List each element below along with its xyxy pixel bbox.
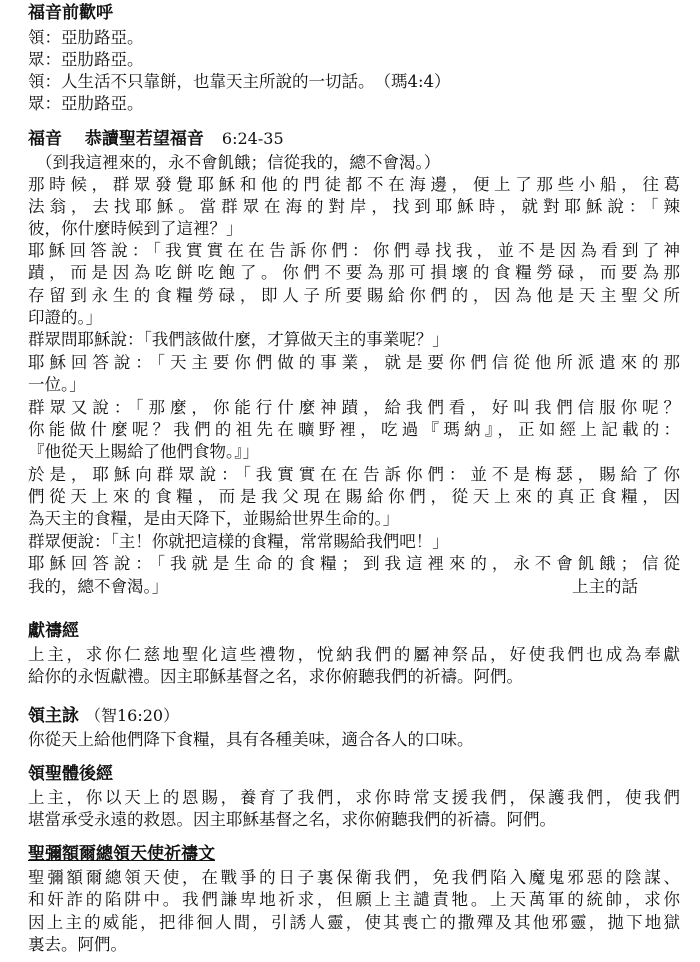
acclamation-line: 眾：亞肋路亞。 xyxy=(28,94,144,113)
gospel-line: 耶穌回答說：「我實實在在告訴你們：你們尋找我，並不是因為看到了神 xyxy=(28,241,680,260)
gospel-line: 彼，你什麼時候到了這裡？」 xyxy=(28,219,243,238)
gospel-line: 群眾便說：「主！你就把這樣的食糧，常常賜給我們吧！」 xyxy=(28,532,449,551)
acclamation-line: 領：亞肋路亞。 xyxy=(28,28,144,47)
michael-prayer-title: 聖彌額爾總領天使祈禱文 xyxy=(28,844,215,864)
post-communion-title: 領聖體後經 xyxy=(28,764,113,784)
gospel-title-row xyxy=(28,128,284,150)
gospel-line: 一位。」 xyxy=(28,375,86,394)
offertory-title: 獻禱經 xyxy=(28,621,79,641)
gospel-line: 你能做什麼呢？我們的祖先在曠野裡，吃過『瑪納』，正如經上記載的： xyxy=(28,420,680,439)
gospel-line: 們從天上來的食糧，而是我父現在賜給你們，從天上來的真正食糧，因 xyxy=(28,487,680,506)
gospel-reference: 6:24-35 xyxy=(221,129,284,148)
gospel-line: 印證的。」 xyxy=(28,308,103,327)
gospel-antiphon: （到我這裡來的，永不會飢餓；信從我的，總不會渴。） xyxy=(36,153,441,172)
michael-prayer-line: 和奸詐的陷阱中。我們謙卑地祈求，但願上主譴責牠。上天萬軍的統帥，求你 xyxy=(28,890,680,909)
acclamation-line: 領：人生活不只靠餅，也靠天主所說的一切話。 （瑪4:4） xyxy=(28,72,451,91)
gospel-line: 於是，耶穌向群眾說：「我實實在在告訴你們：並不是梅瑟，賜給了你 xyxy=(28,465,680,484)
gospel-line: 群眾問耶穌說：「我們該做什麼，才算做天主的事業呢？」 xyxy=(28,330,449,349)
gospel-title: 福音 恭讀聖若望福音 xyxy=(28,129,204,149)
communion-title: 領主詠 xyxy=(28,706,79,726)
gospel-line: 那時候，群眾發覺耶穌和他的門徒都不在海邊，便上了那些小船，往葛 xyxy=(28,175,680,194)
communion-title-row xyxy=(28,705,179,727)
gospel-line: 為天主的食糧，是由天降下，並賜給世界生命的。」 xyxy=(28,509,400,528)
acclamation-title: 福音前歡呼 xyxy=(28,3,113,23)
michael-prayer-line: 因上主的威能，把徘徊人間，引誘人靈，使其喪亡的撒殫及其他邪靈，拋下地獄 xyxy=(28,913,680,932)
offertory-line: 給你的永恆獻禮。因主耶穌基督之名，求你俯聽我們的祈禱。阿們。 xyxy=(28,667,523,686)
offertory-line: 上主，求你仁慈地聖化這些禮物，悅納我們的屬神祭品，好使我們也成為奉獻 xyxy=(28,645,680,664)
post-communion-line: 上主，你以天上的恩賜，養育了我們，求你時常支援我們，保護我們，使我們 xyxy=(28,788,680,807)
post-communion-line: 堪當承受永遠的救恩。因主耶穌基督之名，求你俯聽我們的祈禱。阿們。 xyxy=(28,810,556,829)
communion-reference: （智16:20） xyxy=(85,706,180,725)
michael-prayer-line: 裏去。阿們。 xyxy=(28,935,127,954)
gospel-line: 我的，總不會渴。」 xyxy=(28,577,169,596)
gospel-line: 蹟，而是因為吃餅吃飽了。你們不要為那可損壞的食糧勞碌，而要為那 xyxy=(28,263,680,282)
gospel-line: 法翁，去找耶穌。當群眾在海的對岸，找到耶穌時，就對耶穌說：「辣 xyxy=(28,197,680,216)
gospel-closing: 上主的話 xyxy=(572,577,638,596)
gospel-line: 耶穌回答說：「天主要你們做的事業，就是要你們信從他所派遣來的那 xyxy=(28,353,680,372)
acclamation-line: 眾：亞肋路亞。 xyxy=(28,50,144,69)
gospel-line: 『他從天上賜給了他們食物。』」 xyxy=(28,442,259,461)
gospel-line: 群眾又說：「那麼，你能行什麼神蹟，給我們看，好叫我們信服你呢？ xyxy=(28,398,680,417)
communion-line: 你從天上給他們降下食糧，具有各種美味，適合各人的口味。 xyxy=(28,730,474,749)
gospel-line: 耶穌回答說：「我就是生命的食糧；到我這裡來的，永不會飢餓；信從 xyxy=(28,554,680,573)
michael-prayer-line: 聖彌額爾總領天使，在戰爭的日子裏保衛我們，免我們陷入魔鬼邪惡的陰謀、 xyxy=(28,868,680,887)
gospel-line: 存留到永生的食糧勞碌，即人子所要賜給你們的，因為他是天主聖父所 xyxy=(28,286,680,305)
